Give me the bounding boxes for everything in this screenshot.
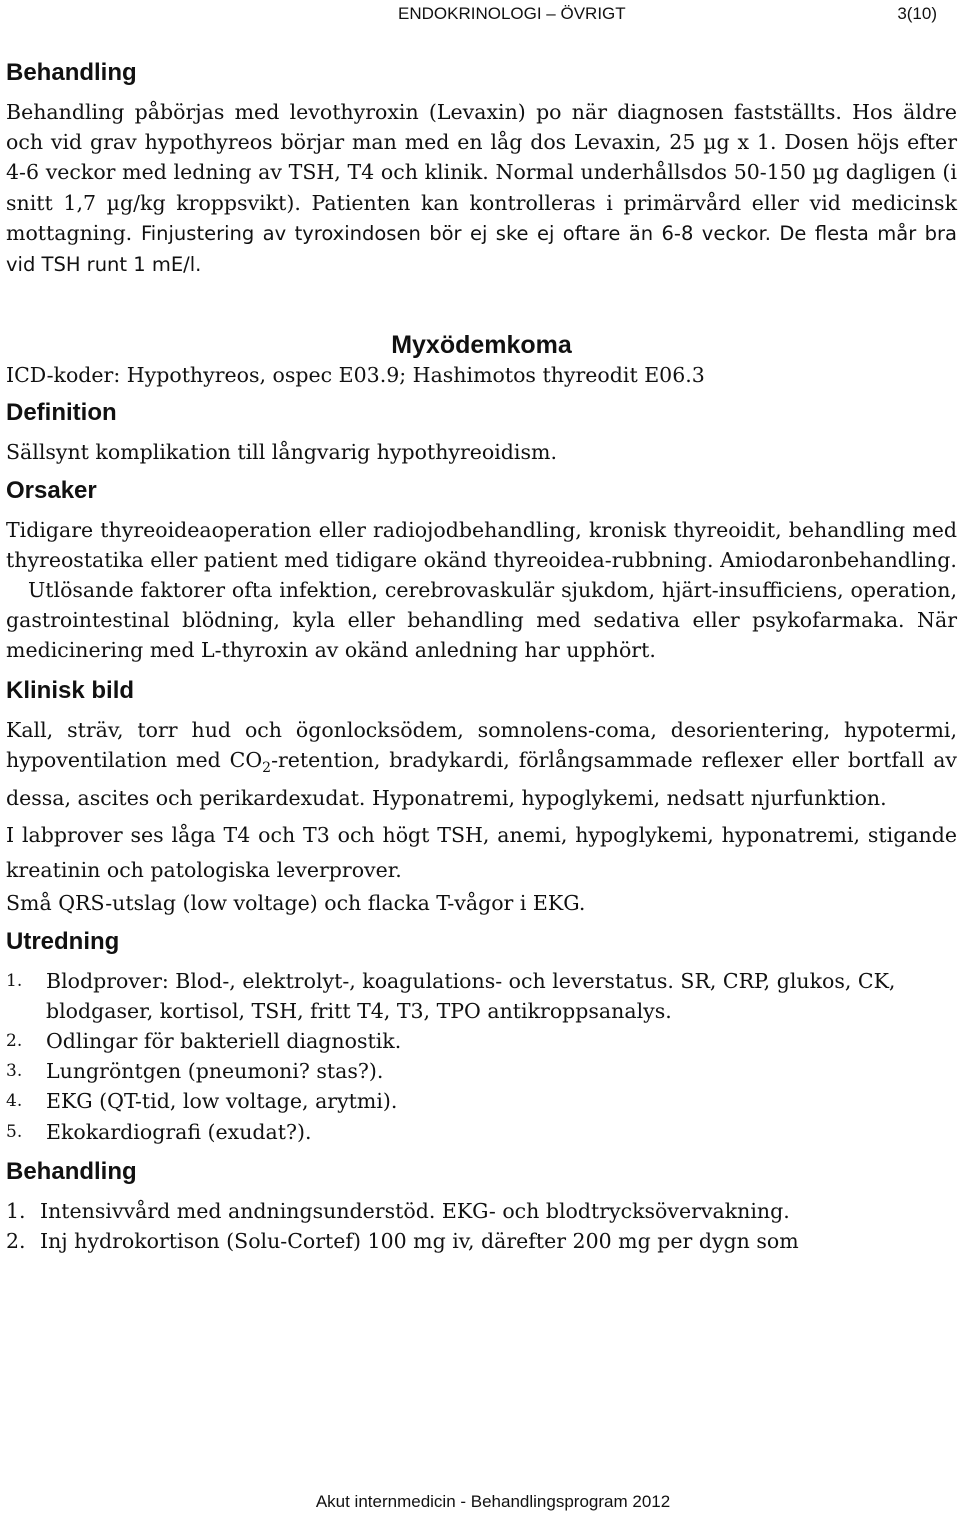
page-header [0,4,960,28]
section-title: ENDOKRINOLOGI – ÖVRIGT [398,4,626,23]
behandling-text-2: Finjustering av tyroxindosen bör ej ske ej oftare än 6-8 veckor. De flesta mår bra vid TSH runt 1 mE/l. [6,221,957,277]
klinisk-text-3: Små QRS-utslag (low voltage) och flacka T-vågor i EKG. [6,891,586,916]
footer-text: Akut internmedicin - Behandlingsprogram 2012 [315,1492,671,1511]
heading-orsaker: Orsaker [6,476,97,504]
klinisk-text-1 [6,715,957,814]
klinisk-text-1b: -retention, bradykardi, förlångsammade reflexer eller bortfall av dessa, ascites och perikardexudat. Hyponatremi, hypoglykemi, nedsatt njurfunktion. [6,747,958,811]
heading-behandling-2: Behandling [6,1157,137,1185]
list-item: 1. Intensivvård med andningsunderstöd. EKG- och blodtrycksövervakning. [6,1198,790,1223]
behandling-text-1: Behandling påbörjas med levothyroxin (Levaxin) po när diagnosen fastställts. Hos äldre och vid grav hypothyreos börjar man med en låg dos Levaxin, 25 µg x 1. Dosen höjs efter 4-6 veckor med ledning av TSH, T4 och klinik. Normal underhållsdos 50-150 µg dagligen (i snitt 1,7 µg/kg kroppsvikt). Patienten kan kontrolleras i primärvård eller vid medicinsk mottagning. [6,100,957,245]
page-number: 3(10) [897,4,937,23]
title-myxodemkoma: Myxödemkoma [391,331,572,360]
orsaker-text-1: Tidigare thyreoideaoperation eller radiojodbehandling, kronisk thyreoidit, behandling med thyreostatika eller patient med tidigare okänd thyreoidea-rubbning. Amiodaronbehandling. [6,517,957,572]
klinisk-text-2: I labprover ses låga T4 och T3 och högt TSH, anemi, hypoglykemi, hyponatremi, stigande kreatinin och patologiska leverprover. [6,823,957,883]
list-item: 4. EKG (QT-tid, low voltage, arytmi). [6,1089,398,1114]
behandling-list [6,1196,957,1256]
list-item: 5. Ekokardiografi (exudat?). [6,1119,312,1144]
utredning-list [6,966,957,1147]
icd-codes: ICD-koder: Hypothyreos, ospec E03.9; Hashimotos thyreodit E06.3 [6,363,705,388]
definition-text: Sällsynt komplikation till långvarig hypothyreoidism. [6,440,557,465]
behandling-paragraph [6,97,957,280]
list-item: 2. Odlingar för bakteriell diagnostik. [6,1028,402,1053]
page-footer [0,1492,960,1512]
orsaker-text-2: Utlösande faktorer ofta infektion, cerebrovaskulär sjukdom, hjärt-insufficiens, operation, gastrointestinal blödning, kyla eller behandling med sedativa eller psykofarmaka. När medicinering med L-thyroxin av okänd anledning har upphört. [6,578,957,663]
main-content [6,58,957,1256]
list-item: 1. Blodprover: Blod-, elektrolyt-, koagulations- och leverstatus. SR, CRP, glukos, CK, blodgaser, kortisol, TSH, fritt T4, T3, TPO antikroppsanalys. [6,968,896,1023]
list-item: 2. Inj hydrokortison (Solu-Cortef) 100 mg iv, därefter 200 mg per dygn som [6,1228,799,1253]
co2-subscript: 2 [262,759,272,776]
heading-behandling: Behandling [6,59,137,86]
heading-utredning: Utredning [6,927,120,955]
heading-klinisk-bild: Klinisk bild [6,676,135,704]
klinisk-text-1a: Kall, sträv, torr hud och ögonlocksödem, somnolens-coma, desorientering, hypotermi, hypoventilation med CO [6,717,957,772]
list-item: 3. Lungröntgen (pneumoni? stas?). [6,1059,384,1084]
heading-definition: Definition [6,399,117,427]
